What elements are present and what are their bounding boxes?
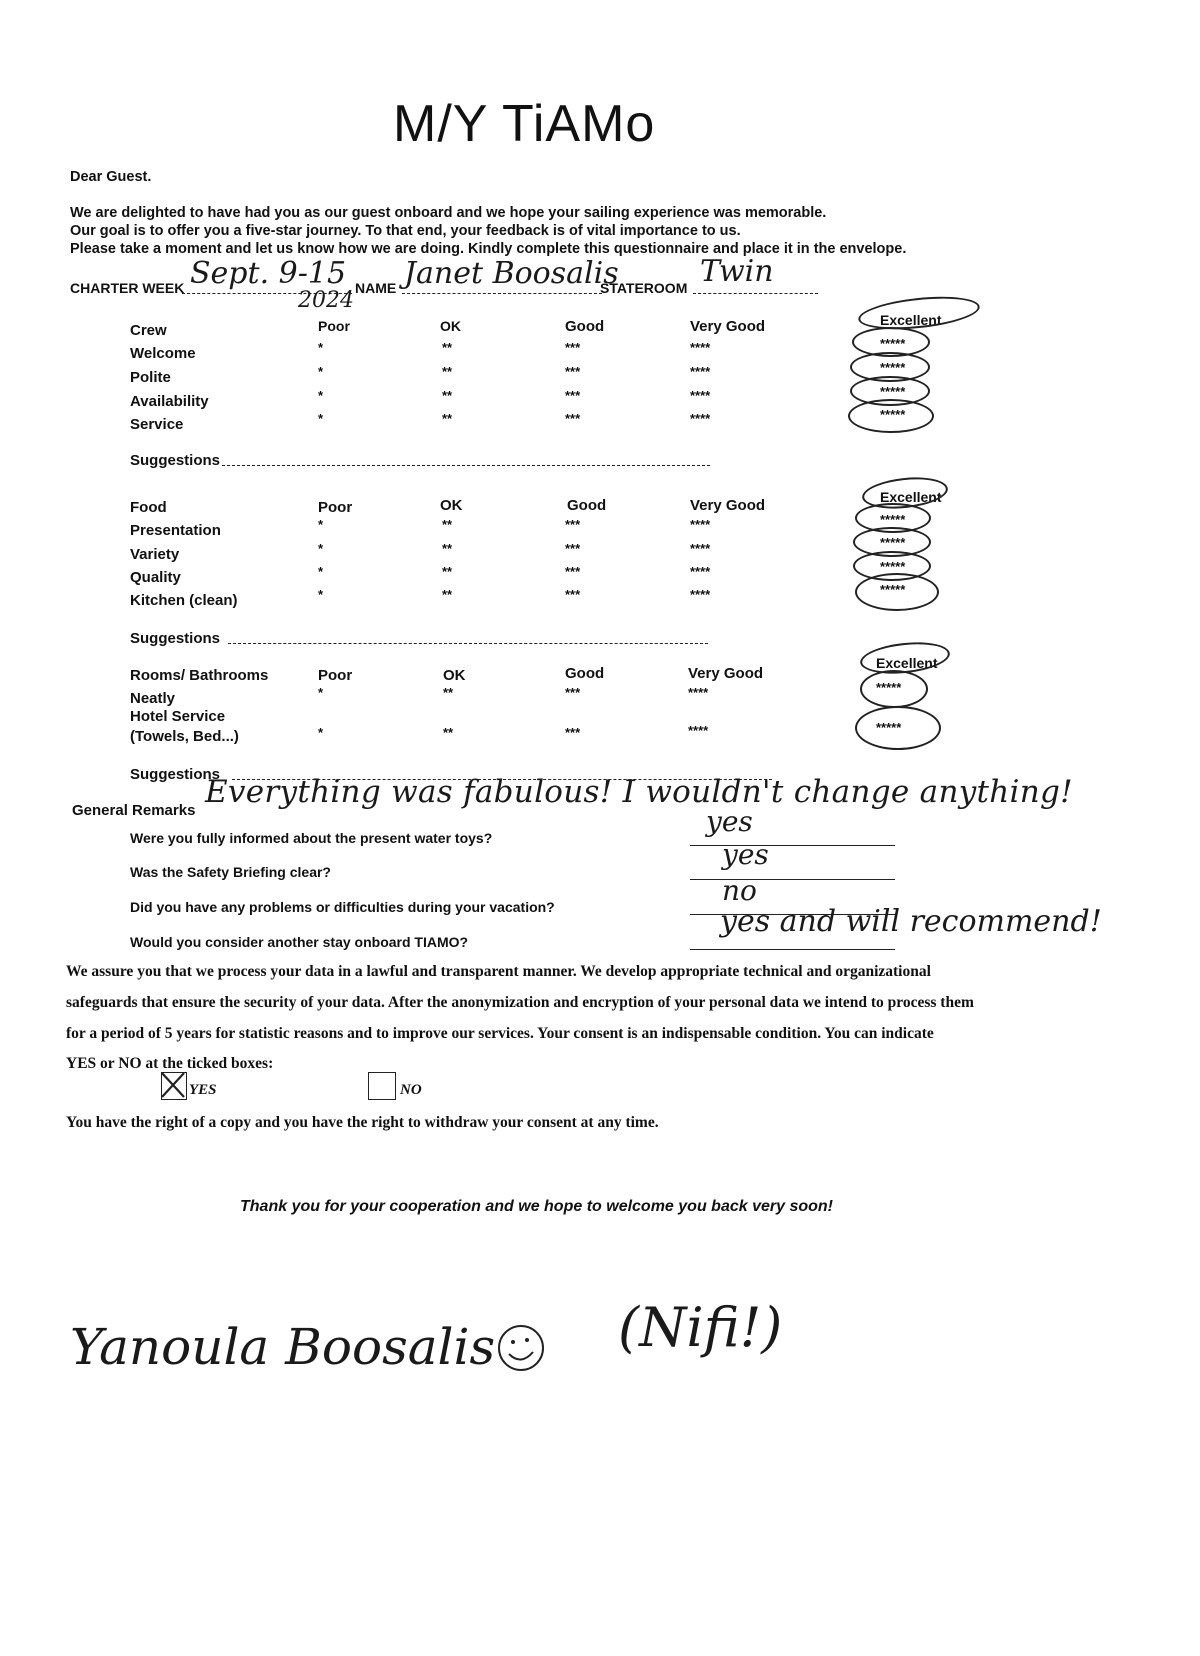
star-rating-4[interactable]: ****	[690, 587, 711, 602]
consent-no-checkbox[interactable]	[368, 1072, 396, 1100]
crew-col-very-good: Very Good	[690, 318, 766, 335]
star-rating-5[interactable]: *****	[880, 535, 906, 550]
hand-drawn-circle	[848, 399, 934, 433]
intro-line-2: Our goal is to offer you a five-star journey. To that end, your feedback is of vital importance to us.	[70, 223, 741, 239]
rooms-item-neatly: Neatly	[130, 690, 176, 707]
rooms-col-ok: OK	[443, 667, 466, 684]
star-rating-5[interactable]: *****	[880, 360, 906, 375]
food-col-good: Good	[567, 497, 607, 514]
star-rating-1[interactable]: *	[318, 564, 324, 579]
crew-col-ok: OK	[440, 318, 461, 334]
star-rating-5[interactable]: *****	[880, 407, 906, 422]
crew-item-availability: Availability	[130, 393, 209, 410]
question-another-stay: Would you consider another stay onboard TIAMO?	[130, 934, 469, 950]
star-rating-3[interactable]: ***	[565, 564, 581, 579]
star-rating-3[interactable]: ***	[565, 340, 581, 355]
name-value[interactable]: Janet Boosalis	[404, 256, 619, 291]
stateroom-value[interactable]: Twin	[700, 254, 774, 289]
answer-line	[690, 845, 895, 846]
consent-no-label: NO	[400, 1082, 422, 1098]
star-rating-2[interactable]: **	[442, 388, 453, 403]
star-rating-4[interactable]: ****	[690, 541, 711, 556]
check-x-icon	[160, 1071, 186, 1099]
rooms-col-good: Good	[565, 665, 605, 682]
star-rating-3[interactable]: ***	[565, 541, 581, 556]
consent-yes-checkbox[interactable]	[161, 1072, 187, 1100]
question-safety-briefing: Was the Safety Briefing clear?	[130, 864, 331, 880]
star-rating-2[interactable]: **	[442, 541, 453, 556]
crew-heading: Crew	[130, 322, 167, 339]
crew-suggestions-line[interactable]	[222, 465, 710, 466]
answer-another-stay[interactable]: yes and will recommend!	[720, 904, 1102, 939]
star-rating-2[interactable]: **	[442, 340, 453, 355]
star-rating-4[interactable]: ****	[690, 364, 711, 379]
star-rating-4[interactable]: ****	[690, 340, 711, 355]
rooms-item-hotel-service-detail: (Towels, Bed...)	[130, 728, 239, 745]
star-rating-2[interactable]: **	[442, 564, 453, 579]
star-rating-4[interactable]: ****	[688, 685, 709, 700]
star-rating-2[interactable]: **	[443, 685, 454, 700]
intro-line-1: We are delighted to have had you as our guest onboard and we hope your sailing experience was memorable.	[70, 205, 827, 221]
hand-drawn-circle	[855, 573, 939, 611]
food-item-kitchen: Kitchen (clean)	[130, 592, 238, 609]
stateroom-line	[693, 293, 818, 294]
crew-col-good: Good	[565, 318, 605, 335]
greeting: Dear Guest.	[70, 169, 152, 185]
star-rating-4[interactable]: ****	[690, 411, 711, 426]
food-suggestions-line[interactable]	[228, 643, 708, 644]
star-rating-2[interactable]: **	[442, 364, 453, 379]
star-rating-1[interactable]: *	[318, 685, 324, 700]
answer-line	[690, 879, 895, 880]
star-rating-4[interactable]: ****	[690, 388, 711, 403]
signature: Yanoula Boosalis	[70, 1318, 496, 1376]
general-remarks-label: General Remarks	[72, 802, 196, 819]
name-line	[402, 293, 602, 294]
food-item-presentation: Presentation	[130, 522, 221, 539]
thanks-text: Thank you for your cooperation and we hope to welcome you back very soon!	[240, 1198, 833, 1215]
star-rating-1[interactable]: *	[318, 411, 324, 426]
general-remarks-value[interactable]: Everything was fabulous! I wouldn't change anything!	[205, 774, 1073, 810]
rooms-heading: Rooms/ Bathrooms	[130, 667, 269, 684]
star-rating-3[interactable]: ***	[565, 587, 581, 602]
star-rating-1[interactable]: *	[318, 587, 324, 602]
star-rating-3[interactable]: ***	[565, 388, 581, 403]
food-item-variety: Variety	[130, 546, 180, 563]
star-rating-5[interactable]: *****	[880, 559, 906, 574]
crew-item-polite: Polite	[130, 369, 171, 386]
star-rating-1[interactable]: *	[318, 541, 324, 556]
stateroom-label: STATEROOM	[600, 280, 688, 296]
rooms-suggestions-label: Suggestions	[130, 766, 221, 783]
food-col-very-good: Very Good	[690, 497, 766, 514]
star-rating-3[interactable]: ***	[565, 517, 581, 532]
charter-week-value[interactable]: Sept. 9-15	[190, 256, 347, 291]
star-rating-4[interactable]: ****	[690, 564, 711, 579]
charter-week-label: CHARTER WEEK	[70, 280, 185, 296]
star-rating-3[interactable]: ***	[565, 685, 581, 700]
name-label: NAME	[355, 280, 397, 296]
nickname: (Nifi!)	[618, 1296, 783, 1359]
privacy-line-2: safeguards that ensure the security of your data. After the anonymization and encryption of your personal data we intend to process them	[66, 994, 974, 1011]
star-rating-5[interactable]: *****	[876, 720, 902, 735]
star-rating-5[interactable]: *****	[880, 512, 906, 527]
star-rating-5[interactable]: *****	[880, 384, 906, 399]
rooms-col-excellent: Excellent	[876, 655, 938, 671]
crew-col-poor: Poor	[318, 318, 350, 334]
intro-line-3: Please take a moment and let us know how we are doing. Kindly complete this questionnaire and place it in the envelope.	[70, 241, 907, 257]
rooms-item-hotel-service: Hotel Service	[130, 708, 226, 725]
answer-problems[interactable]: no	[722, 874, 757, 907]
charter-year-value: 2024	[298, 288, 354, 313]
crew-item-service: Service	[130, 416, 184, 433]
star-rating-5[interactable]: *****	[876, 680, 902, 695]
star-rating-2[interactable]: **	[442, 411, 453, 426]
answer-water-toys[interactable]: yes	[706, 805, 753, 838]
food-suggestions-label: Suggestions	[130, 630, 221, 647]
food-col-poor: Poor	[318, 499, 353, 516]
crew-suggestions-label: Suggestions	[130, 452, 221, 469]
star-rating-1[interactable]: *	[318, 364, 324, 379]
rights-text: You have the right of a copy and you have the right to withdraw your consent at any time.	[66, 1114, 659, 1131]
star-rating-3[interactable]: ***	[565, 364, 581, 379]
food-item-quality: Quality	[130, 569, 181, 586]
consent-yes-label: YES	[189, 1082, 217, 1098]
star-rating-1[interactable]: *	[318, 725, 324, 740]
star-rating-3[interactable]: ***	[565, 725, 581, 740]
food-col-excellent: Excellent	[880, 489, 942, 505]
question-problems: Did you have any problems or difficulties during your vacation?	[130, 899, 555, 915]
food-col-ok: OK	[440, 497, 463, 514]
privacy-line-4: YES or NO at the ticked boxes:	[66, 1055, 274, 1072]
star-rating-1[interactable]: *	[318, 388, 324, 403]
crew-item-welcome: Welcome	[130, 345, 196, 362]
answer-line	[690, 949, 895, 950]
star-rating-4[interactable]: ****	[690, 517, 711, 532]
answer-safety-briefing[interactable]: yes	[722, 838, 769, 871]
star-rating-2[interactable]: **	[442, 517, 453, 532]
star-rating-1[interactable]: *	[318, 340, 324, 355]
star-rating-3[interactable]: ***	[565, 411, 581, 426]
rooms-col-very-good: Very Good	[688, 665, 764, 682]
star-rating-4[interactable]: ****	[688, 723, 709, 738]
star-rating-1[interactable]: *	[318, 517, 324, 532]
star-rating-5[interactable]: *****	[880, 336, 906, 351]
smiley-face-icon	[493, 1318, 553, 1378]
privacy-line-1: We assure you that we process your data in a lawful and transparent manner. We develop appropriate technical and organizational	[66, 963, 931, 980]
page-title: M/Y TiAMo	[393, 95, 656, 153]
crew-col-excellent: Excellent	[880, 312, 942, 328]
food-heading: Food	[130, 499, 167, 516]
question-water-toys: Were you fully informed about the present water toys?	[130, 830, 493, 846]
rooms-col-poor: Poor	[318, 667, 353, 684]
star-rating-2[interactable]: **	[442, 587, 453, 602]
star-rating-5[interactable]: *****	[880, 582, 906, 597]
star-rating-2[interactable]: **	[443, 725, 454, 740]
hand-drawn-circle	[855, 706, 941, 750]
hand-drawn-circle	[860, 670, 928, 708]
privacy-line-3: for a period of 5 years for statistic reasons and to improve our services. Your consent is an indispensable condition. You can indicate	[66, 1025, 934, 1042]
